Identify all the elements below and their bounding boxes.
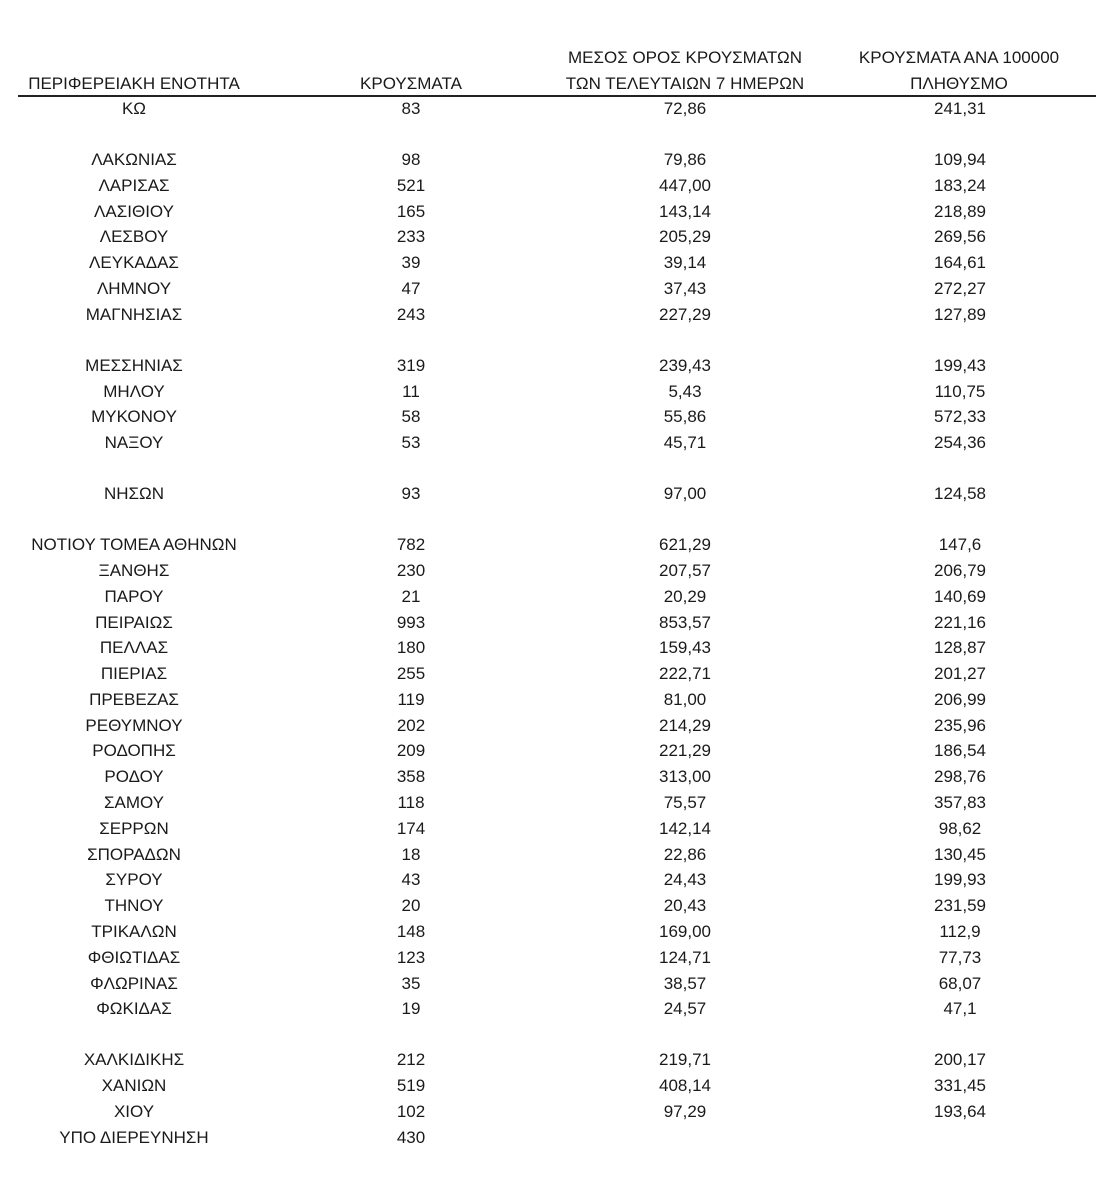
cases-cell: 47 bbox=[401, 278, 421, 298]
region-cell: ΤΗΝΟΥ bbox=[104, 896, 164, 916]
region-cell: ΛΑΚΩΝΙΑΣ bbox=[91, 149, 177, 169]
cases-cell: 212 bbox=[396, 1050, 426, 1070]
cases-cell: 93 bbox=[401, 484, 421, 504]
region-cell: ΞΑΝΘΗΣ bbox=[98, 560, 170, 580]
per100k-cell: 241,31 bbox=[934, 99, 986, 118]
table-row bbox=[0, 430, 1099, 456]
avg7-cell: 97,29 bbox=[663, 1102, 707, 1122]
region-cell: ΠΕΙΡΑΙΩΣ bbox=[95, 612, 173, 632]
avg7-cell: 143,14 bbox=[659, 201, 711, 221]
per100k-cell: 200,17 bbox=[934, 1050, 986, 1070]
cases-cell: 118 bbox=[397, 793, 425, 813]
avg7-cell: 81,00 bbox=[663, 689, 707, 709]
avg7-cell: 20,43 bbox=[663, 896, 707, 916]
per100k-cell: 235,96 bbox=[934, 715, 986, 735]
avg7-cell: 207,57 bbox=[659, 560, 711, 580]
table-row bbox=[0, 713, 1099, 739]
per100k-cell: 199,93 bbox=[934, 870, 986, 890]
cases-cell: 53 bbox=[401, 433, 421, 453]
table-row bbox=[0, 173, 1099, 199]
region-cell: ΠΑΡΟΥ bbox=[104, 586, 164, 606]
cases-cell: 319 bbox=[396, 355, 426, 375]
region-cell: ΜΥΚΟΝΟΥ bbox=[91, 407, 177, 427]
header-per-100k bbox=[835, 45, 1083, 97]
header-7day-average bbox=[545, 45, 825, 97]
avg7-cell: 853,57 bbox=[659, 612, 711, 632]
table-row bbox=[0, 532, 1099, 558]
table-row bbox=[0, 379, 1099, 405]
avg7-cell: 205,29 bbox=[659, 227, 711, 247]
per100k-cell: 130,45 bbox=[934, 844, 986, 864]
cases-cell: 18 bbox=[401, 844, 421, 864]
region-cell: ΠΕΛΛΑΣ bbox=[99, 638, 169, 658]
per100k-cell: 221,16 bbox=[934, 612, 986, 632]
table-row bbox=[0, 250, 1099, 276]
table-row bbox=[0, 687, 1099, 713]
cases-cell: 358 bbox=[396, 767, 426, 787]
region-cell: ΣΠΟΡΑΔΩΝ bbox=[87, 844, 181, 864]
per100k-cell: 112,9 bbox=[939, 922, 981, 942]
table-row bbox=[0, 867, 1099, 893]
header-cases bbox=[350, 71, 472, 97]
table-row bbox=[0, 1125, 1099, 1151]
avg7-cell: 221,29 bbox=[659, 741, 711, 761]
header-region-label: ΠΕΡΙΦΕΡΕΙΑΚΗ ΕΝΟΤΗΤΑ bbox=[28, 74, 240, 93]
region-cell: ΠΙΕΡΙΑΣ bbox=[100, 664, 168, 684]
per100k-cell: 298,76 bbox=[934, 767, 986, 787]
region-cell: ΦΩΚΙΔΑΣ bbox=[96, 999, 172, 1019]
table-row bbox=[0, 661, 1099, 687]
region-cell: ΣΕΡΡΩΝ bbox=[99, 818, 169, 838]
avg7-cell: 22,86 bbox=[663, 844, 707, 864]
region-cell: ΚΩ bbox=[121, 99, 147, 118]
cases-cell: 148 bbox=[396, 922, 426, 942]
avg7-cell: 621,29 bbox=[659, 535, 711, 555]
avg7-cell: 97,00 bbox=[663, 484, 707, 504]
per100k-cell: 124,58 bbox=[934, 484, 986, 504]
cases-cell: 243 bbox=[396, 304, 426, 324]
avg7-cell: 37,43 bbox=[663, 278, 707, 298]
avg7-cell: 75,57 bbox=[663, 793, 707, 813]
cases-cell: 993 bbox=[396, 612, 426, 632]
avg7-cell: 169,00 bbox=[659, 922, 711, 942]
table-row bbox=[0, 404, 1099, 430]
per100k-cell: 572,33 bbox=[934, 407, 986, 427]
cases-cell: 521 bbox=[396, 175, 426, 195]
cases-cell: 782 bbox=[396, 535, 426, 555]
per100k-cell: 47,1 bbox=[943, 999, 977, 1019]
per100k-cell: 128,87 bbox=[934, 638, 986, 658]
avg7-cell: 5,43 bbox=[668, 381, 702, 401]
region-cell: ΦΛΩΡΙΝΑΣ bbox=[90, 973, 178, 993]
per100k-cell: 206,79 bbox=[934, 560, 986, 580]
cases-cell: 180 bbox=[396, 638, 426, 658]
avg7-cell: 222,71 bbox=[659, 664, 711, 684]
table-row bbox=[0, 893, 1099, 919]
table-row bbox=[0, 1047, 1099, 1073]
region-cell: ΥΠΟ ΔΙΕΡΕΥΝΗΣΗ bbox=[59, 1127, 209, 1147]
avg7-cell: 20,29 bbox=[663, 586, 707, 606]
cases-cell: 19 bbox=[401, 999, 421, 1019]
avg7-cell: 38,57 bbox=[663, 973, 707, 993]
per100k-cell: 68,07 bbox=[938, 973, 982, 993]
region-cell: ΛΑΡΙΣΑΣ bbox=[98, 175, 170, 195]
avg7-cell: 239,43 bbox=[659, 355, 711, 375]
region-cell: ΜΑΓΝΗΣΙΑΣ bbox=[85, 304, 183, 324]
avg7-cell: 142,14 bbox=[659, 818, 711, 838]
per100k-cell: 127,89 bbox=[934, 304, 986, 324]
avg7-cell: 313,00 bbox=[659, 767, 711, 787]
per100k-cell: 201,27 bbox=[934, 664, 986, 684]
region-cell: ΧΑΛΚΙΔΙΚΗΣ bbox=[83, 1050, 185, 1070]
header-per-100k-line2: ΠΛΗΘΥΣΜΟ bbox=[910, 74, 1008, 93]
region-cell: ΧΙΟΥ bbox=[113, 1102, 155, 1122]
per100k-cell: 254,36 bbox=[934, 433, 986, 453]
cases-cell: 174 bbox=[396, 818, 426, 838]
per100k-cell: 109,94 bbox=[934, 149, 986, 169]
region-cell: ΝΑΞΟΥ bbox=[104, 433, 164, 453]
per100k-cell: 331,45 bbox=[934, 1076, 986, 1096]
avg7-cell: 214,29 bbox=[659, 715, 711, 735]
cases-cell: 98 bbox=[401, 149, 421, 169]
avg7-cell: 24,57 bbox=[663, 999, 707, 1019]
table-row bbox=[0, 302, 1099, 328]
table-row bbox=[0, 584, 1099, 610]
header-region bbox=[18, 71, 250, 97]
per100k-cell: 199,43 bbox=[934, 355, 986, 375]
table-row bbox=[0, 199, 1099, 225]
per100k-cell: 140,69 bbox=[934, 586, 986, 606]
per100k-cell: 231,59 bbox=[934, 896, 986, 916]
table-row bbox=[0, 945, 1099, 971]
region-cell: ΡΟΔΟΥ bbox=[104, 767, 164, 787]
region-cell: ΧΑΝΙΩΝ bbox=[101, 1076, 167, 1096]
per100k-cell: 186,54 bbox=[934, 741, 986, 761]
table-row bbox=[0, 919, 1099, 945]
cases-cell: 20 bbox=[401, 896, 421, 916]
region-cell: ΜΗΛΟΥ bbox=[103, 381, 165, 401]
cases-cell: 35 bbox=[401, 973, 421, 993]
table-row bbox=[0, 481, 1099, 507]
per100k-cell: 272,27 bbox=[934, 278, 986, 298]
avg7-cell: 219,71 bbox=[659, 1050, 711, 1070]
cases-cell: 255 bbox=[396, 664, 426, 684]
region-cell: ΡΕΘΥΜΝΟΥ bbox=[85, 715, 183, 735]
cases-cell: 119 bbox=[397, 689, 425, 709]
table-row bbox=[0, 96, 1099, 122]
per100k-cell: 183,24 bbox=[934, 175, 986, 195]
region-cell: ΝΟΤΙΟΥ ΤΟΜΕΑ ΑΘΗΝΩΝ bbox=[31, 535, 237, 555]
table-row bbox=[0, 635, 1099, 661]
table-row bbox=[0, 790, 1099, 816]
header-7day-average-line1: ΜΕΣΟΣ ΟΡΟΣ ΚΡΟΥΣΜΑΤΩΝ bbox=[568, 48, 802, 67]
header-per-100k-line1: ΚΡΟΥΣΜΑΤΑ ΑΝΑ 100000 bbox=[858, 48, 1060, 67]
per100k-cell: 98,62 bbox=[938, 818, 982, 838]
table-row bbox=[0, 224, 1099, 250]
avg7-cell: 72,86 bbox=[663, 99, 707, 118]
avg7-cell: 124,71 bbox=[659, 947, 711, 967]
region-cell: ΛΗΜΝΟΥ bbox=[96, 278, 172, 298]
table-row bbox=[0, 996, 1099, 1022]
table-row bbox=[0, 842, 1099, 868]
region-cell: ΠΡΕΒΕΖΑΣ bbox=[89, 689, 179, 709]
cases-cell: 165 bbox=[396, 201, 426, 221]
region-cell: ΣΥΡΟΥ bbox=[105, 870, 163, 890]
per100k-cell: 147,6 bbox=[938, 535, 982, 555]
cases-cell: 21 bbox=[401, 586, 421, 606]
per100k-cell: 218,89 bbox=[934, 201, 986, 221]
avg7-cell: 159,43 bbox=[659, 638, 711, 658]
per100k-cell: 77,73 bbox=[938, 947, 982, 967]
region-cell: ΝΗΣΩΝ bbox=[103, 484, 165, 504]
table-row bbox=[0, 147, 1099, 173]
region-cell: ΛΕΥΚΑΔΑΣ bbox=[89, 253, 179, 273]
table-row bbox=[0, 1099, 1099, 1125]
cases-cell: 430 bbox=[396, 1127, 426, 1147]
table-row bbox=[0, 971, 1099, 997]
table-row bbox=[0, 353, 1099, 379]
per100k-cell: 110,75 bbox=[934, 381, 986, 401]
table-row bbox=[0, 558, 1099, 584]
region-cell: ΛΑΣΙΘΙΟΥ bbox=[94, 201, 174, 221]
region-cell: ΤΡΙΚΑΛΩΝ bbox=[91, 922, 177, 942]
table-row bbox=[0, 764, 1099, 790]
avg7-cell: 24,43 bbox=[663, 870, 707, 890]
cases-cell: 123 bbox=[396, 947, 426, 967]
table-body bbox=[0, 96, 1099, 1151]
table-row bbox=[0, 610, 1099, 636]
per100k-cell: 164,61 bbox=[934, 253, 986, 273]
avg7-cell: 45,71 bbox=[663, 433, 707, 453]
cases-cell: 11 bbox=[402, 381, 420, 401]
table-row bbox=[0, 1073, 1099, 1099]
header-cases-label: ΚΡΟΥΣΜΑΤΑ bbox=[360, 74, 462, 93]
table-row bbox=[0, 276, 1099, 302]
avg7-cell: 39,14 bbox=[663, 253, 707, 273]
region-cell: ΡΟΔΟΠΗΣ bbox=[92, 741, 176, 761]
cases-cell: 43 bbox=[401, 870, 421, 890]
table-row bbox=[0, 738, 1099, 764]
avg7-cell: 447,00 bbox=[659, 175, 711, 195]
cases-cell: 83 bbox=[401, 99, 421, 118]
cases-cell: 233 bbox=[396, 227, 426, 247]
cases-cell: 102 bbox=[396, 1102, 426, 1122]
cases-cell: 519 bbox=[396, 1076, 426, 1096]
per100k-cell: 269,56 bbox=[934, 227, 986, 247]
per100k-cell: 357,83 bbox=[934, 793, 986, 813]
avg7-cell: 408,14 bbox=[659, 1076, 711, 1096]
header-7day-average-line2: ΤΩΝ ΤΕΛΕΥΤΑΙΩΝ 7 ΗΜΕΡΩΝ bbox=[565, 74, 805, 93]
cases-cell: 230 bbox=[396, 560, 426, 580]
region-cell: ΛΕΣΒΟΥ bbox=[99, 227, 169, 247]
avg7-cell: 79,86 bbox=[663, 149, 707, 169]
avg7-cell: 227,29 bbox=[659, 304, 711, 324]
region-cell: ΣΑΜΟΥ bbox=[103, 793, 165, 813]
region-cell: ΜΕΣΣΗΝΙΑΣ bbox=[85, 355, 183, 375]
per100k-cell: 193,64 bbox=[934, 1102, 986, 1122]
cases-cell: 58 bbox=[401, 407, 421, 427]
cases-cell: 209 bbox=[396, 741, 426, 761]
avg7-cell: 55,86 bbox=[663, 407, 707, 427]
region-cell: ΦΘΙΩΤΙΔΑΣ bbox=[87, 947, 181, 967]
table-row bbox=[0, 816, 1099, 842]
cases-cell: 202 bbox=[396, 715, 426, 735]
cases-cell: 39 bbox=[401, 253, 421, 273]
per100k-cell: 206,99 bbox=[934, 689, 986, 709]
